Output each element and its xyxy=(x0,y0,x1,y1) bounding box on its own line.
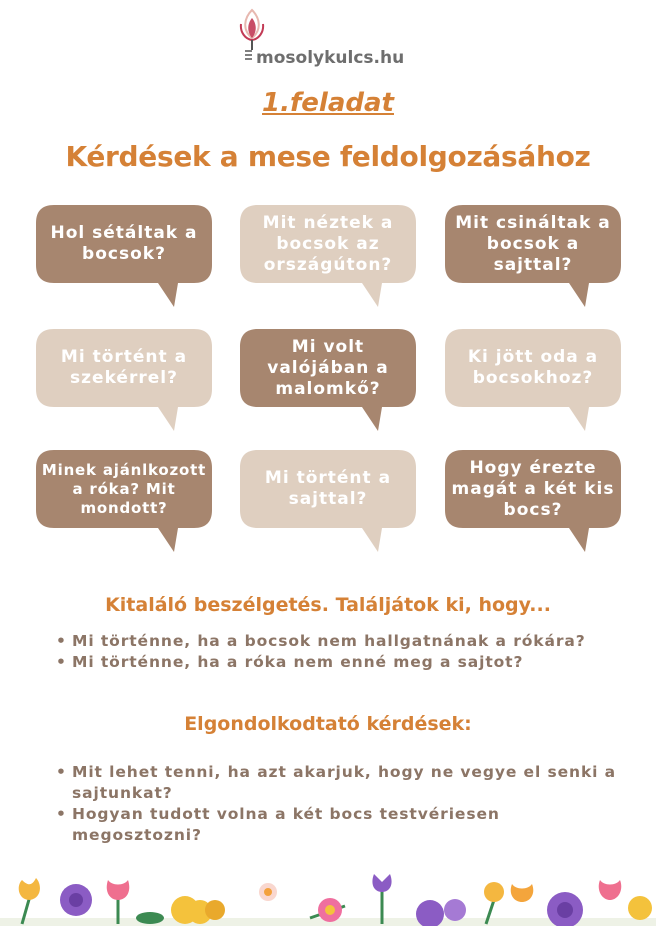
bubble-question: Mit néztek a bocsok az országúton? xyxy=(262,212,394,275)
flower-icon xyxy=(511,884,534,902)
list-item: • Hogyan tudott volna a két bocs testvériesen megosztozni? xyxy=(56,804,626,846)
flower-icon xyxy=(599,880,652,920)
bubble-question: Hol sétáltak a bocsok? xyxy=(50,223,198,264)
flower-icon xyxy=(60,884,92,916)
logo-text: mosolykulcs.hu xyxy=(256,48,405,68)
flower-border-decoration xyxy=(0,866,656,926)
flower-icon xyxy=(547,892,583,926)
speech-bubble xyxy=(34,448,214,560)
bubble-question: Ki jött oda a bocsokhoz? xyxy=(467,347,599,388)
speech-bubble xyxy=(443,327,623,439)
section-heading-thinking: Elgondolkodtató kérdések: xyxy=(184,713,472,735)
list-item: • Mi történne, ha a róka nem enné meg a sajtot? xyxy=(56,652,626,673)
flower-icon xyxy=(107,880,130,924)
bubble-question: Mi történt a sajttal? xyxy=(264,468,392,509)
thinking-question-list xyxy=(56,762,626,846)
bubble-question: Hogy érezte magát a két kis bocs? xyxy=(451,457,615,520)
section-heading-guess: Kitaláló beszélgetés. Találjátok ki, hogy... xyxy=(105,594,551,616)
bubble-question: Minek ajánlkozott a róka? Mit mondott? xyxy=(41,460,207,517)
list-item: • Mi történne, ha a bocsok nem hallgatnának a rókára? xyxy=(56,631,626,652)
speech-bubble xyxy=(238,448,418,560)
bubble-question: Mi történt a szekérrel? xyxy=(60,347,188,388)
flower-icon xyxy=(372,874,391,924)
page-title: Kérdések a mese feldolgozásához xyxy=(65,140,591,173)
speech-bubble xyxy=(443,203,623,315)
flower-icon xyxy=(171,896,225,924)
speech-bubble xyxy=(238,327,418,439)
speech-bubble xyxy=(34,203,214,315)
speech-bubble xyxy=(34,327,214,439)
bubble-question: Mit csináltak a bocsok a sajttal? xyxy=(455,212,611,275)
bubble-question: Mi volt valójában a malomkő? xyxy=(267,336,389,399)
site-logo xyxy=(236,8,416,66)
guess-question-list xyxy=(56,631,626,673)
speech-bubble xyxy=(238,203,418,315)
list-item: • Mit lehet tenni, ha azt akarjuk, hogy ne vegye el senki a sajtunkat? xyxy=(56,762,626,804)
flower-icon xyxy=(484,882,504,924)
task-label: 1.feladat xyxy=(262,88,394,118)
flower-icon xyxy=(259,883,277,901)
flower-icon xyxy=(19,878,40,924)
speech-bubble xyxy=(443,448,623,560)
